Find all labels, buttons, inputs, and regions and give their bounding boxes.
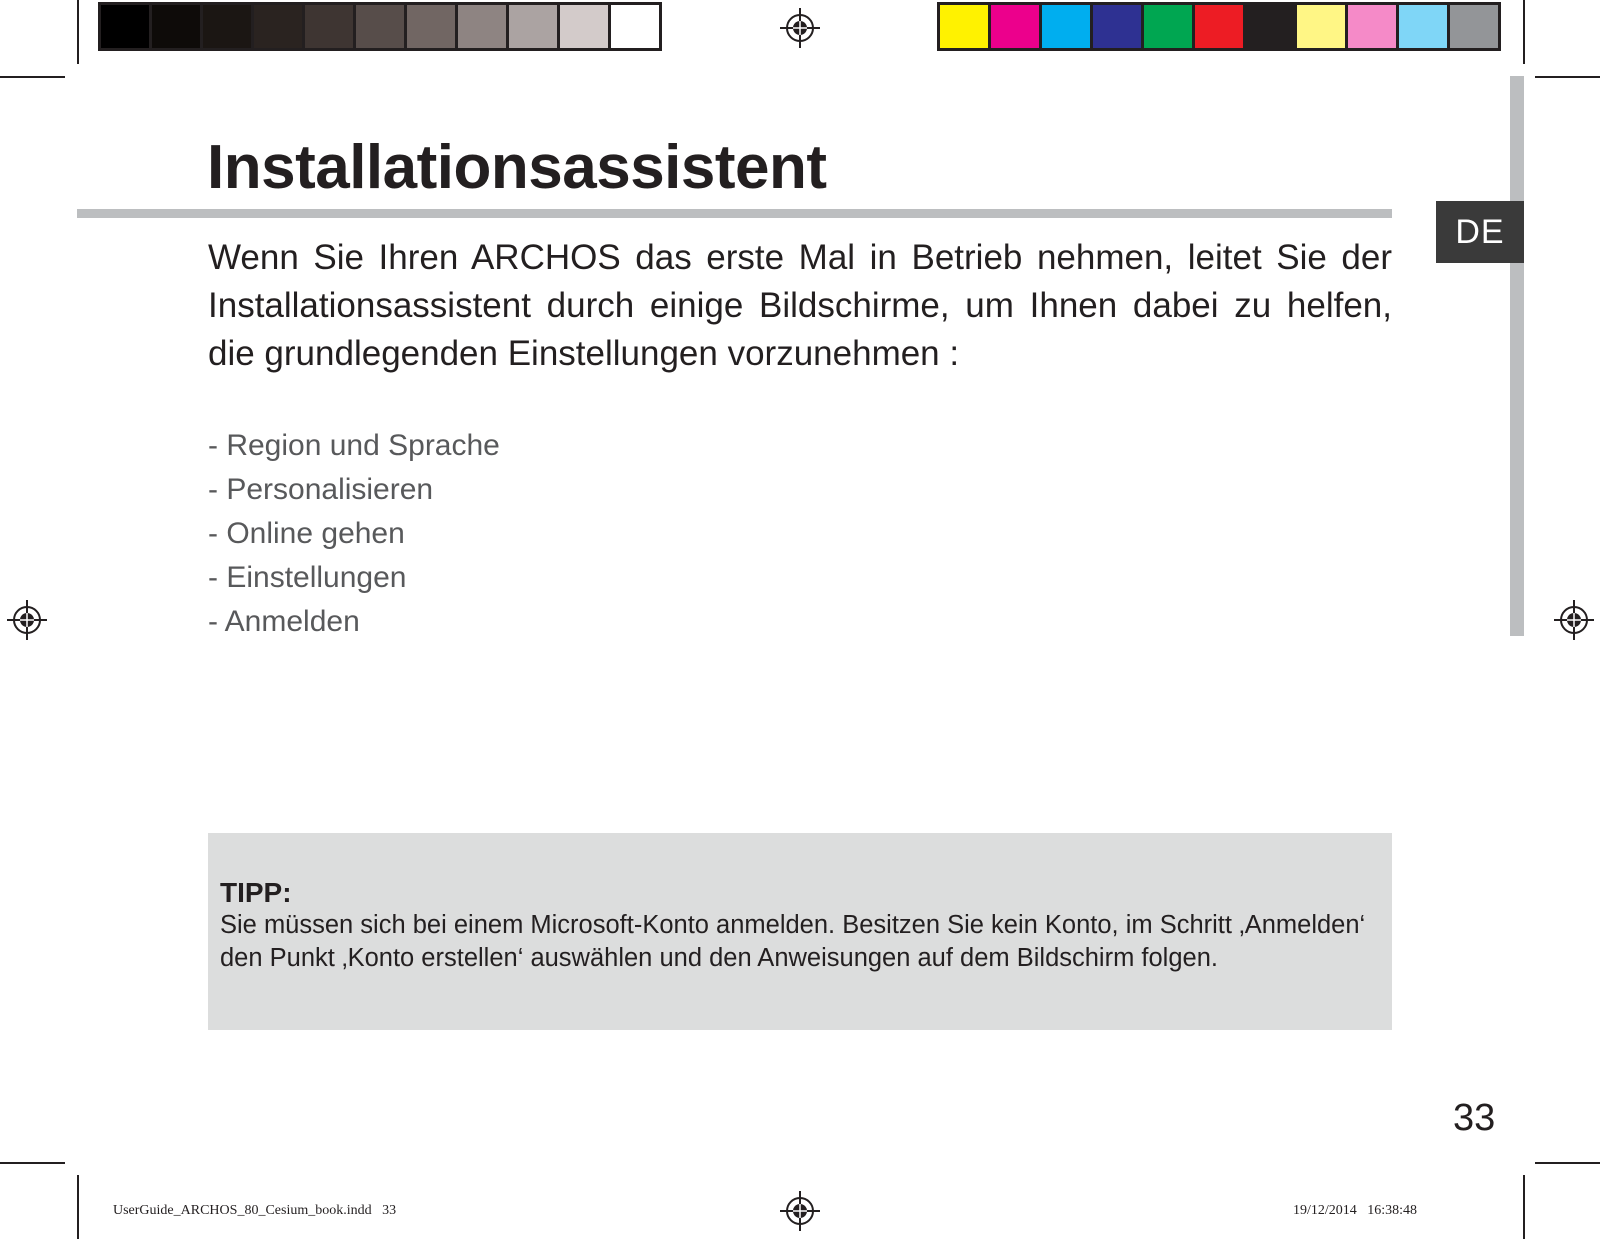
color-swatch [356, 5, 407, 48]
color-swatch [203, 5, 254, 48]
registration-mark-icon [6, 599, 48, 641]
registration-mark-icon [779, 1190, 821, 1232]
crop-mark [0, 1162, 65, 1164]
title-divider [77, 209, 1392, 218]
list-item: - Region und Sprache [208, 424, 500, 468]
list-item: - Einstellungen [208, 556, 500, 600]
crop-mark [1535, 1162, 1600, 1164]
color-swatch [1093, 5, 1144, 48]
color-swatch [509, 5, 560, 48]
page-title: Installationsassistent [207, 133, 827, 202]
setup-steps-list [208, 424, 500, 644]
slug-timestamp: 19/12/2014 16:38:48 [1293, 1203, 1418, 1218]
color-swatch [305, 5, 356, 48]
slug-file-info: UserGuide_ARCHOS_80_Cesium_book.indd 33 [113, 1203, 397, 1218]
grayscale-swatch-bar [98, 2, 662, 51]
crop-mark [77, 0, 79, 64]
color-swatch [611, 5, 659, 48]
crop-mark [1535, 76, 1600, 78]
page-number: 33 [1453, 1097, 1496, 1139]
color-swatch [458, 5, 509, 48]
color-swatch [254, 5, 305, 48]
color-swatch [407, 5, 458, 48]
color-swatch [560, 5, 611, 48]
color-swatch [1246, 5, 1297, 48]
registration-mark-icon [1553, 599, 1595, 641]
side-thumb-bar [1510, 76, 1524, 636]
color-swatch [101, 5, 152, 48]
color-swatch [1450, 5, 1498, 48]
intro-paragraph: Wenn Sie Ihren ARCHOS das erste Mal in Betrieb nehmen, leitet Sie der Installationsassistent durch einige Bildschirme, um Ihnen dabei zu helfen, die grundlegenden Einstellungen vorzunehmen : [208, 238, 1392, 373]
crop-mark [0, 76, 65, 78]
color-swatch [1195, 5, 1246, 48]
registration-mark-icon [779, 7, 821, 49]
color-swatch [1399, 5, 1450, 48]
color-swatch [152, 5, 203, 48]
list-item: - Online gehen [208, 512, 500, 556]
tip-text: Sie müssen sich bei einem Microsoft-Konto anmelden. Besitzen Sie kein Konto, im Schritt ‚Anmelden‘ den Punkt ‚Konto erstellen‘ auswählen und den Anweisungen auf dem Bildschirm folgen. [220, 911, 1366, 972]
list-item: - Personalisieren [208, 468, 500, 512]
crop-mark [1523, 1175, 1525, 1239]
tip-label: TIPP: [220, 877, 292, 908]
color-swatch [1297, 5, 1348, 48]
color-swatch-bar [937, 2, 1501, 51]
list-item: - Anmelden [208, 600, 500, 644]
language-tab: DE [1436, 201, 1524, 263]
crop-mark [1523, 0, 1525, 64]
color-swatch [1144, 5, 1195, 48]
tip-box [208, 833, 1392, 1030]
crop-mark [77, 1175, 79, 1239]
color-swatch [991, 5, 1042, 48]
color-swatch [1042, 5, 1093, 48]
color-swatch [1348, 5, 1399, 48]
color-swatch [940, 5, 991, 48]
